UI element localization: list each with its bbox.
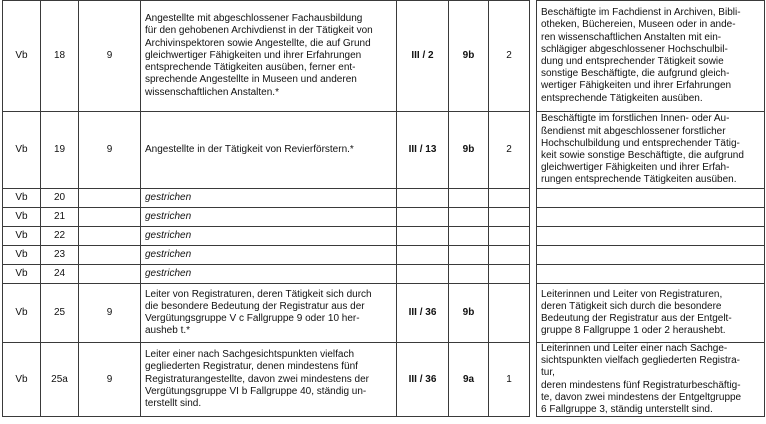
case-group-cell: 1 bbox=[489, 343, 530, 417]
table-row bbox=[3, 284, 765, 343]
pay-grade-cell bbox=[449, 227, 489, 246]
group-number-cell bbox=[79, 246, 141, 265]
case-group-cell bbox=[489, 265, 530, 284]
column-gap bbox=[530, 284, 537, 343]
case-group-cell bbox=[489, 189, 530, 208]
reference-cell: III / 13 bbox=[397, 112, 449, 189]
row-number-cell: 23 bbox=[41, 246, 79, 265]
column-gap bbox=[530, 112, 537, 189]
new-description-cell bbox=[537, 265, 765, 284]
new-description-cell bbox=[537, 246, 765, 265]
column-gap bbox=[530, 246, 537, 265]
table-row bbox=[3, 246, 765, 265]
pay-grade-cell: 9b bbox=[449, 112, 489, 189]
deleted-label: gestrichen bbox=[141, 189, 397, 208]
case-group-cell bbox=[489, 284, 530, 343]
table-row bbox=[3, 227, 765, 246]
deleted-label: gestrichen bbox=[141, 208, 397, 227]
group-number-cell: 9 bbox=[79, 343, 141, 417]
new-description-cell bbox=[537, 189, 765, 208]
table-row bbox=[3, 265, 765, 284]
column-gap bbox=[530, 265, 537, 284]
row-number-cell: 24 bbox=[41, 265, 79, 284]
group-number-cell bbox=[79, 227, 141, 246]
pay-group-cell: Vb bbox=[3, 246, 41, 265]
pay-group-cell: Vb bbox=[3, 1, 41, 112]
row-number-cell: 18 bbox=[41, 1, 79, 112]
table-row bbox=[3, 112, 765, 189]
reference-cell: III / 36 bbox=[397, 284, 449, 343]
deleted-label: gestrichen bbox=[141, 265, 397, 284]
reference-cell bbox=[397, 208, 449, 227]
group-number-cell bbox=[79, 189, 141, 208]
table-row bbox=[3, 1, 765, 112]
pay-group-cell: Vb bbox=[3, 227, 41, 246]
row-number-cell: 21 bbox=[41, 208, 79, 227]
case-group-cell bbox=[489, 227, 530, 246]
pay-group-cell: Vb bbox=[3, 284, 41, 343]
row-number-cell: 25 bbox=[41, 284, 79, 343]
reference-cell bbox=[397, 227, 449, 246]
group-number-cell: 9 bbox=[79, 1, 141, 112]
column-gap bbox=[530, 189, 537, 208]
group-number-cell bbox=[79, 265, 141, 284]
table-row bbox=[3, 189, 765, 208]
pay-group-cell: Vb bbox=[3, 343, 41, 417]
reference-cell bbox=[397, 246, 449, 265]
row-number-cell: 20 bbox=[41, 189, 79, 208]
pay-group-cell: Vb bbox=[3, 189, 41, 208]
reference-cell bbox=[397, 189, 449, 208]
row-number-cell: 19 bbox=[41, 112, 79, 189]
activity-description-cell: Leiter einer nach Sachgesichtspunkten vielfach gegliederten Registratur, denen mindestens fünf Registraturangestellte, davon zwei mindestens der Vergütungsgruppe VI b Fallgruppe 40, ständig un- terstellt sind. bbox=[141, 343, 397, 417]
table-row bbox=[3, 208, 765, 227]
new-description-cell: Beschäftigte im forstlichen Innen- oder Au- ßendienst mit abgeschlossener forstlicher Hochschulbildung und entsprechender Tätig- keit sowie sonstige Beschäftigte, die aufgrund gleichwertiger Fähigkeiten und ihrer Erfah- rungen entsprechende Tätigkeiten ausüben. bbox=[537, 112, 765, 189]
column-gap bbox=[530, 1, 537, 112]
pay-grade-cell bbox=[449, 189, 489, 208]
pay-group-cell: Vb bbox=[3, 208, 41, 227]
deleted-label: gestrichen bbox=[141, 227, 397, 246]
group-number-cell: 9 bbox=[79, 284, 141, 343]
pay-grade-cell bbox=[449, 246, 489, 265]
column-gap bbox=[530, 208, 537, 227]
deleted-label: gestrichen bbox=[141, 246, 397, 265]
pay-grade-cell: 9b bbox=[449, 1, 489, 112]
row-number-cell: 25a bbox=[41, 343, 79, 417]
group-number-cell: 9 bbox=[79, 112, 141, 189]
pay-group-cell: Vb bbox=[3, 112, 41, 189]
reference-cell: III / 2 bbox=[397, 1, 449, 112]
reference-cell bbox=[397, 265, 449, 284]
pay-group-cell: Vb bbox=[3, 265, 41, 284]
case-group-cell bbox=[489, 208, 530, 227]
case-group-cell: 2 bbox=[489, 112, 530, 189]
new-description-cell: Leiterinnen und Leiter von Registraturen, deren Tätigkeit sich durch die besondere Bedeutung der Registratur aus der Entgelt- gruppe 8 Fallgruppe 1 oder 2 heraushebt. bbox=[537, 284, 765, 343]
new-description-cell bbox=[537, 227, 765, 246]
activity-description-cell: Leiter von Registraturen, deren Tätigkeit sich durch die besondere Bedeutung der Registratur aus der Vergütungsgruppe V c Fallgruppe 9 oder 10 her- ausheb t.* bbox=[141, 284, 397, 343]
new-description-cell: Beschäftigte im Fachdienst in Archiven, Bibli- otheken, Büchereien, Museen oder in ande- ren wissenschaftlichen Anstalten mit ein- schlägiger abgeschlossener Hochschulbil- dung und entsprechender Tätigkeit sowie sonstige Beschäftigte, die aufgrund gleich- wertiger Fähigkeiten und ihrer Erfahrungen entsprechende Tätigkeiten ausüben. bbox=[537, 1, 765, 112]
case-group-cell bbox=[489, 246, 530, 265]
pay-grade-cell: 9b bbox=[449, 284, 489, 343]
pay-grade-cell bbox=[449, 208, 489, 227]
new-description-cell: Leiterinnen und Leiter einer nach Sachge- sichtspunkten vielfach gegliederten Registra- tur, deren mindestens fünf Registraturbeschäftig- te, davon zwei mindestens der Entgeltgruppe 6 Fallgruppe 3, ständig unterstellt sind. bbox=[537, 343, 765, 417]
tariff-table bbox=[2, 0, 765, 417]
table-row bbox=[3, 343, 765, 417]
case-group-cell: 2 bbox=[489, 1, 530, 112]
row-number-cell: 22 bbox=[41, 227, 79, 246]
activity-description-cell: Angestellte in der Tätigkeit von Revierförstern.* bbox=[141, 112, 397, 189]
column-gap bbox=[530, 227, 537, 246]
new-description-cell bbox=[537, 208, 765, 227]
pay-grade-cell bbox=[449, 265, 489, 284]
reference-cell: III / 36 bbox=[397, 343, 449, 417]
pay-grade-cell: 9a bbox=[449, 343, 489, 417]
activity-description-cell: Angestellte mit abgeschlossener Fachausbildung für den gehobenen Archivdienst in der Tätigkeit von Archivinspektoren sowie Angestellte, die auf Grund gleichwertiger Fähigkeiten und ihrer Erfahrungen entsprechende Tätigkeiten ausüben, ferner ent- sprechende Angestellte in Museen und anderen wissenschaftlichen Anstalten.* bbox=[141, 1, 397, 112]
group-number-cell bbox=[79, 208, 141, 227]
column-gap bbox=[530, 343, 537, 417]
